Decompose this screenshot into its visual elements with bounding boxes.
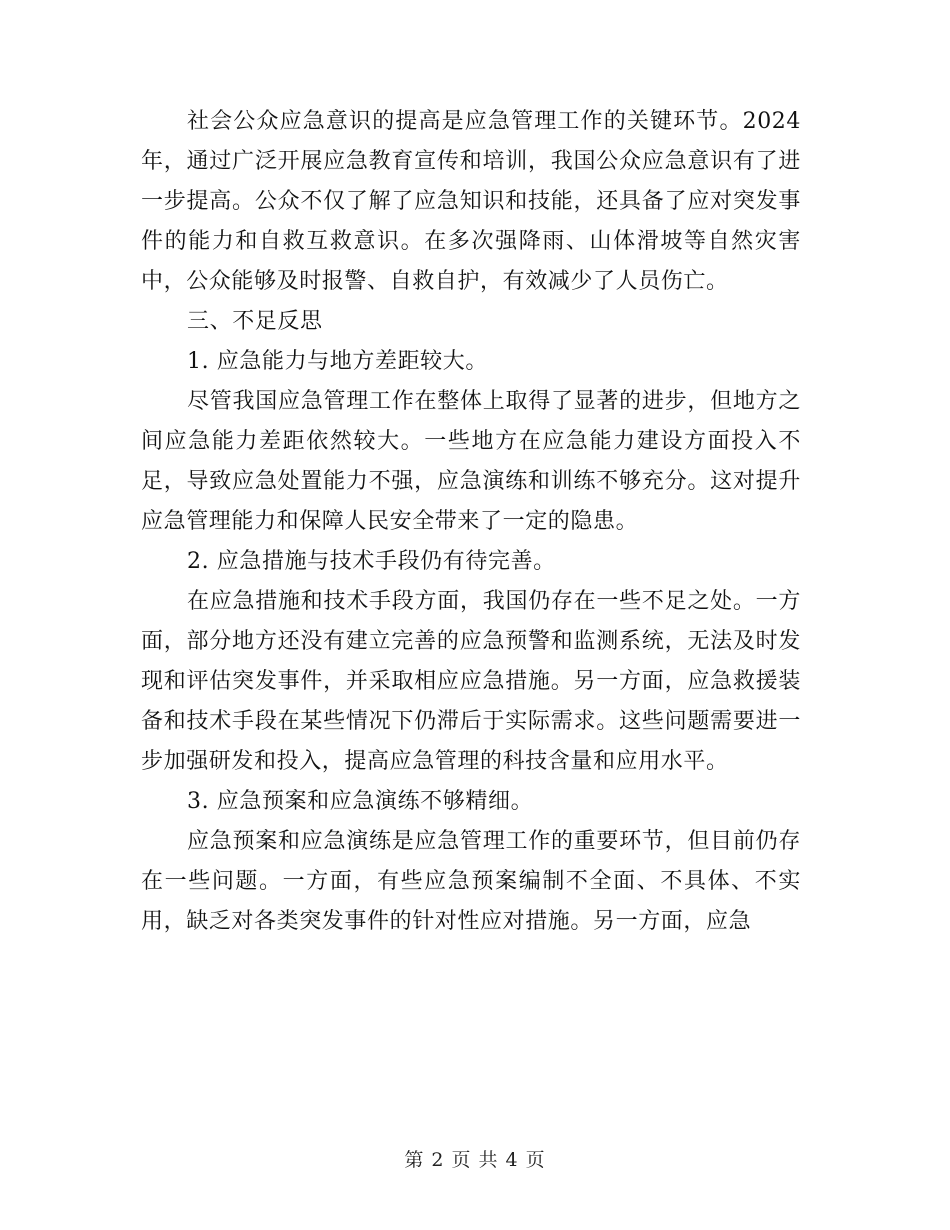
paragraph-technical-measures: 在应急措施和技术手段方面，我国仍存在一些不足之处。一方面，部分地方还没有建立完善的应急预警和监测系统，无法及时发现和评估突发事件，并采取相应应急措施。另一方面，应急救援装备和技术手段在某些情况下仍滞后于实际需求。这些问题需要进一步加强研发和投入，提高应急管理的科技含量和应用水平。 <box>141 589 801 774</box>
item-heading-3: 3. 应急预案和应急演练不够精细。 <box>187 789 534 814</box>
section-heading-shortcomings: 三、不足反思 <box>187 309 323 334</box>
page-footer: 第 2 页 共 4 页 <box>404 1149 546 1171</box>
item-heading-1: 1. 应急能力与地方差距较大。 <box>187 349 488 374</box>
paragraph-public-awareness: 社会公众应急意识的提高是应急管理工作的关键环节。2024年，通过广泛开展应急教育宣传和培训，我国公众应急意识有了进一步提高。公众不仅了解了应急知识和技能，还具备了应对突发事件的能力和自救互救意识。在多次强降雨、山体滑坡等自然灾害中，公众能够及时报警、自救自护，有效减少了人员伤亡。 <box>141 109 801 294</box>
item-heading-2: 2. 应急措施与技术手段仍有待完善。 <box>187 549 556 574</box>
paragraph-emergency-plans: 应急预案和应急演练是应急管理工作的重要环节，但目前仍存在一些问题。一方面，有些应急预案编制不全面、不具体、不实用，缺乏对各类突发事件的针对性应对措施。另一方面，应急 <box>141 829 801 934</box>
document-body <box>141 102 801 942</box>
paragraph-regional-gap: 尽管我国应急管理工作在整体上取得了显著的进步，但地方之间应急能力差距依然较大。一些地方在应急能力建设方面投入不足，导致应急处置能力不强，应急演练和训练不够充分。这对提升应急管理能力和保障人民安全带来了一定的隐患。 <box>141 389 801 534</box>
